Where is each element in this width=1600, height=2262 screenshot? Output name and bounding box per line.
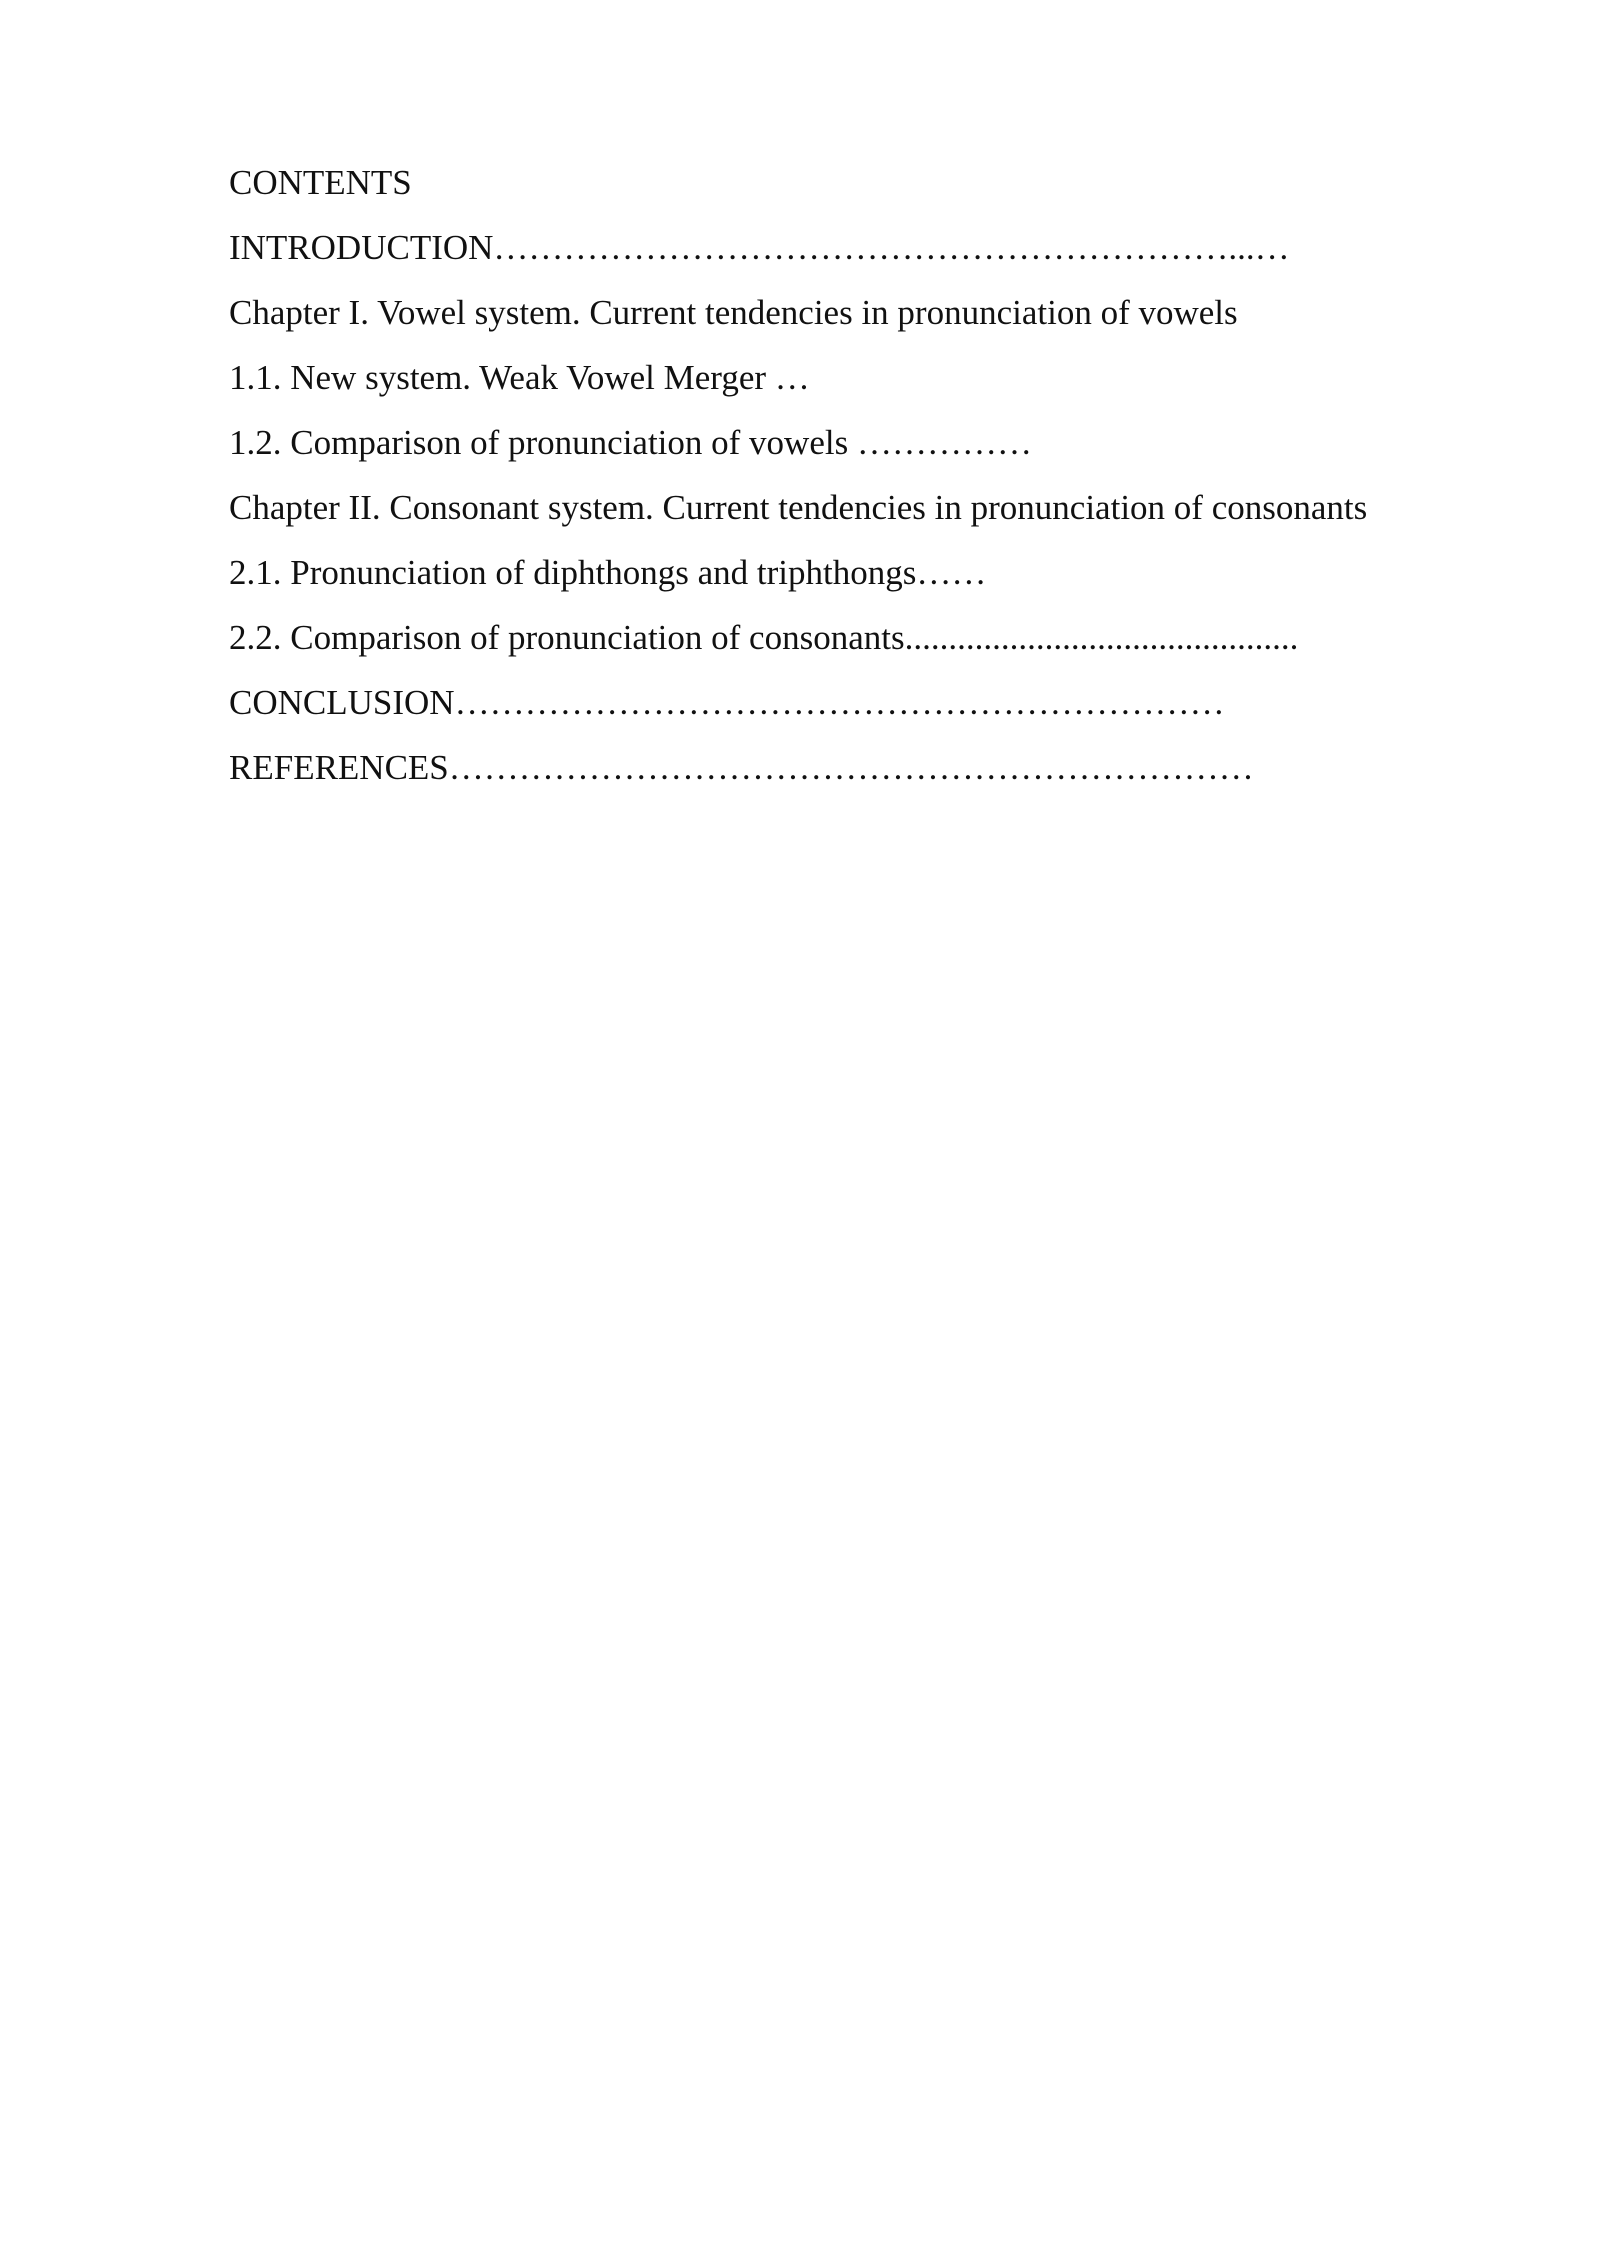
toc-entry-introduction: INTRODUCTION………………………………………………………...… [229,228,1290,267]
table-of-contents [229,150,1411,800]
toc-entry-section-1-2: 1.2. Comparison of pronunciation of vowels …………… [229,423,1032,462]
toc-entry-section-2-1: 2.1. Pronunciation of diphthongs and triphthongs…… [229,553,987,592]
toc-entry-chapter-2: Chapter II. Consonant system. Current tendencies in pronunciation of consonants [229,488,1368,527]
contents-heading: CONTENTS [229,163,412,202]
toc-entry-conclusion: CONCLUSION………………………………………………………… [229,683,1225,722]
toc-entry-chapter-1: Chapter I. Vowel system. Current tendencies in pronunciation of vowels [229,293,1238,332]
toc-entry-section-1-1: 1.1. New system. Weak Vowel Merger … [229,358,810,397]
toc-entry-section-2-2: 2.2. Comparison of pronunciation of consonants............................................. [229,618,1299,657]
toc-entry-references: REFERENCES…………………………………………………………… [229,748,1254,787]
